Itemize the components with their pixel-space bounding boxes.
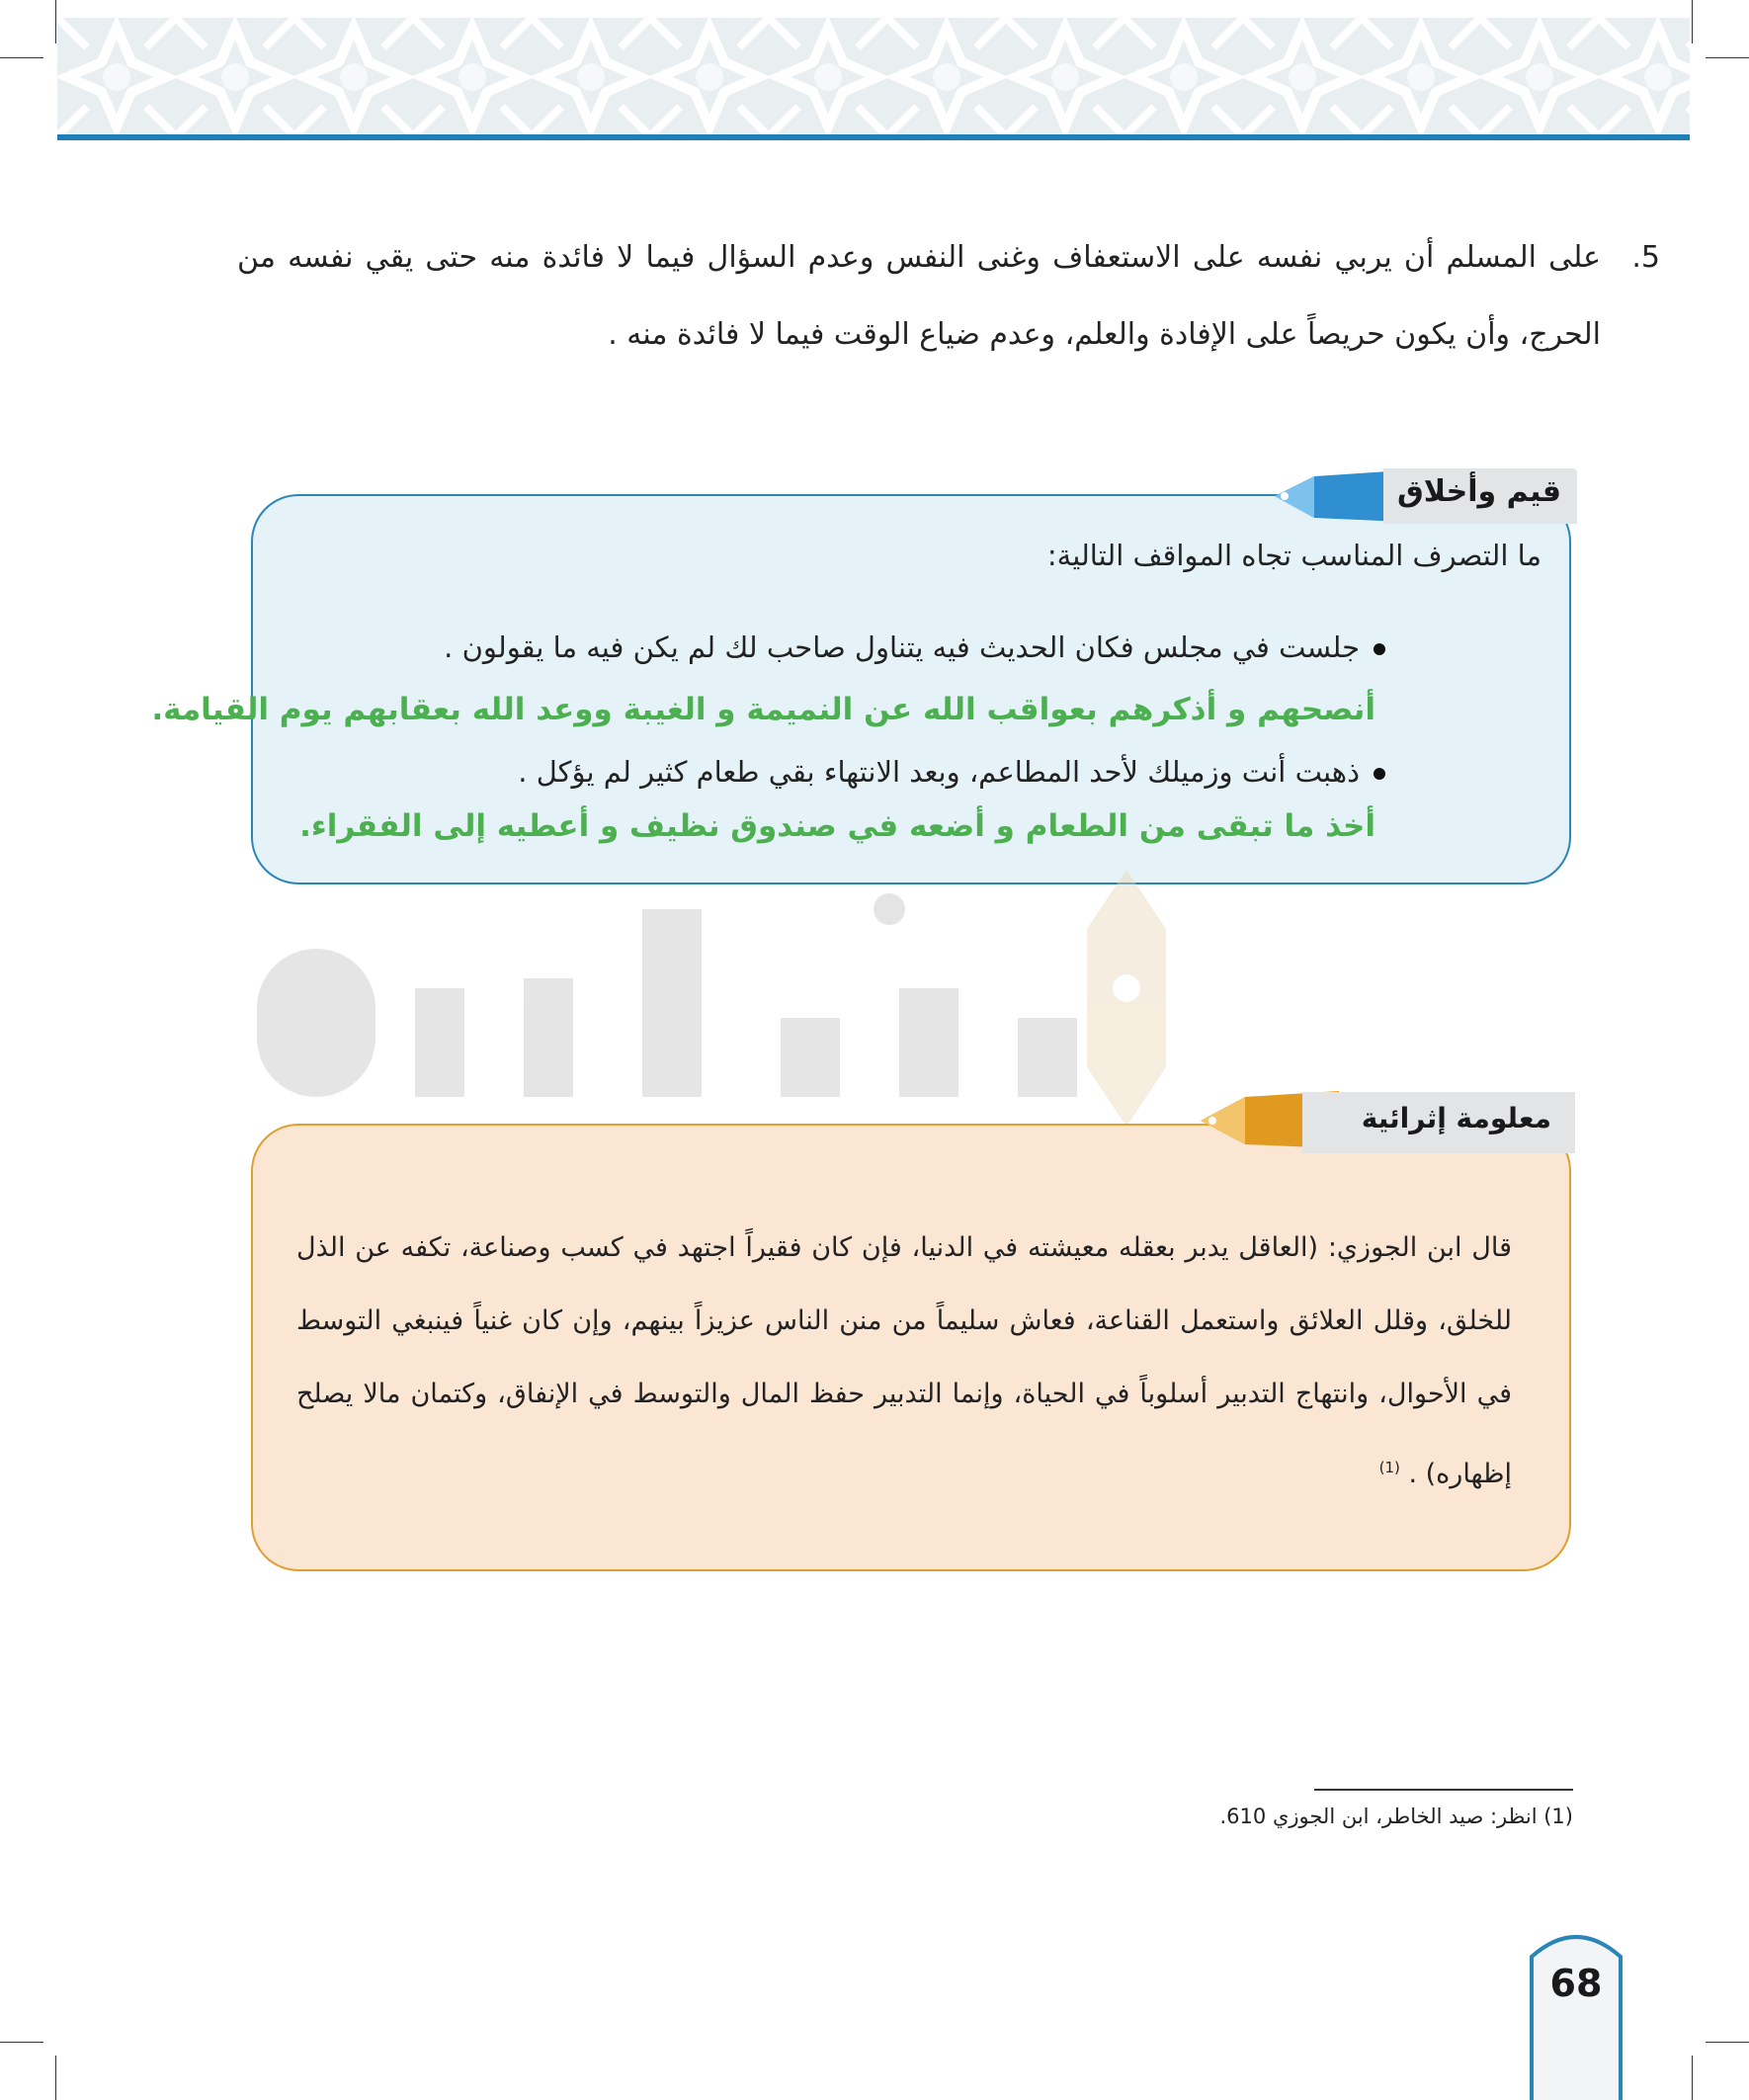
values-box-title: قيم وأخلاق [1396,474,1561,509]
footnote-ref[interactable]: (1) [1378,1459,1400,1476]
point-line-2: الحرج، وأن يكون حريصاً على الإفادة والعلم، وعدم ضياع الوقت فيما لا فائدة منه . [608,317,1601,352]
values-box-tab [1383,468,1577,524]
answer-text: أنصحهم و أذكرهم بعواقب الله عن النميمة و الغيبة ووعد الله بعقابهم يوم القيامة. [151,692,1375,727]
situation-item [444,630,1385,664]
crop-mark [0,2042,43,2043]
point-line-1: على المسلم أن يربي نفسه على الاستعفاف وغنى النفس وعدم السؤال فيما لا فائدة منه حتى يقي نفسه من [237,240,1601,275]
situation-text: ذهبت أنت وزميلك لأحد المطاعم، وبعد الانتهاء بقي طعام كثير لم يؤكل . [518,755,1360,789]
page-number: 68 [1549,1962,1603,2005]
crop-mark [0,57,43,58]
info-quote: قال ابن الجوزي: (العاقل يدبر بعقله معيشته في الدنيا، فإن كان فقيراً اجتهد في كسب وصناعة، تكفه عن الذل للخلق، وقلل العلائق واستعمل القناعة، فعاش سليماً من منن الناس عزيزاً بينهم، وإن كان غنياً فينبغي التوسط في الأحوال، وانتهاج التدبير أسلوباً في الحياة، وإنما التدبير حفظ المال والتوسط في الإنفاق، وكتمان مالا يصلح إظهاره) . [296,1232,1512,1489]
geometric-pattern [57,18,1690,136]
info-box-title: معلومة إثرائية [1361,1102,1551,1134]
bullet-icon [1374,768,1385,780]
crop-mark [1706,57,1749,58]
crop-mark [1692,0,1693,43]
footnote: (1) انظر: صيد الخاطر، ابن الجوزي 610. [1219,1805,1573,1828]
crop-mark [55,0,56,43]
header-rule [57,134,1690,140]
bullet-icon [1374,643,1385,655]
footnote-rule [1314,1789,1573,1791]
answer-text: أخذ ما تبقى من الطعام و أضعه في صندوق نظيف و أعطيه إلى الفقراء. [299,808,1375,844]
point-number: .5 [1631,240,1660,275]
info-text [296,1212,1512,1511]
paragraph-point-5 [237,219,1660,374]
info-box-tab [1302,1092,1575,1153]
crop-mark [55,2056,56,2100]
situation-item [518,755,1385,789]
situation-text: جلست في مجلس فكان الحديث فيه يتناول صاحب لك لم يكن فيه ما يقولون . [444,630,1360,664]
crop-mark [1692,2056,1693,2100]
crop-mark [1706,2042,1749,2043]
values-question: ما التصرف المناسب تجاه المواقف التالية: [1046,539,1541,572]
page-number-tab [1530,1917,1623,2100]
header-pattern-band [57,18,1690,136]
